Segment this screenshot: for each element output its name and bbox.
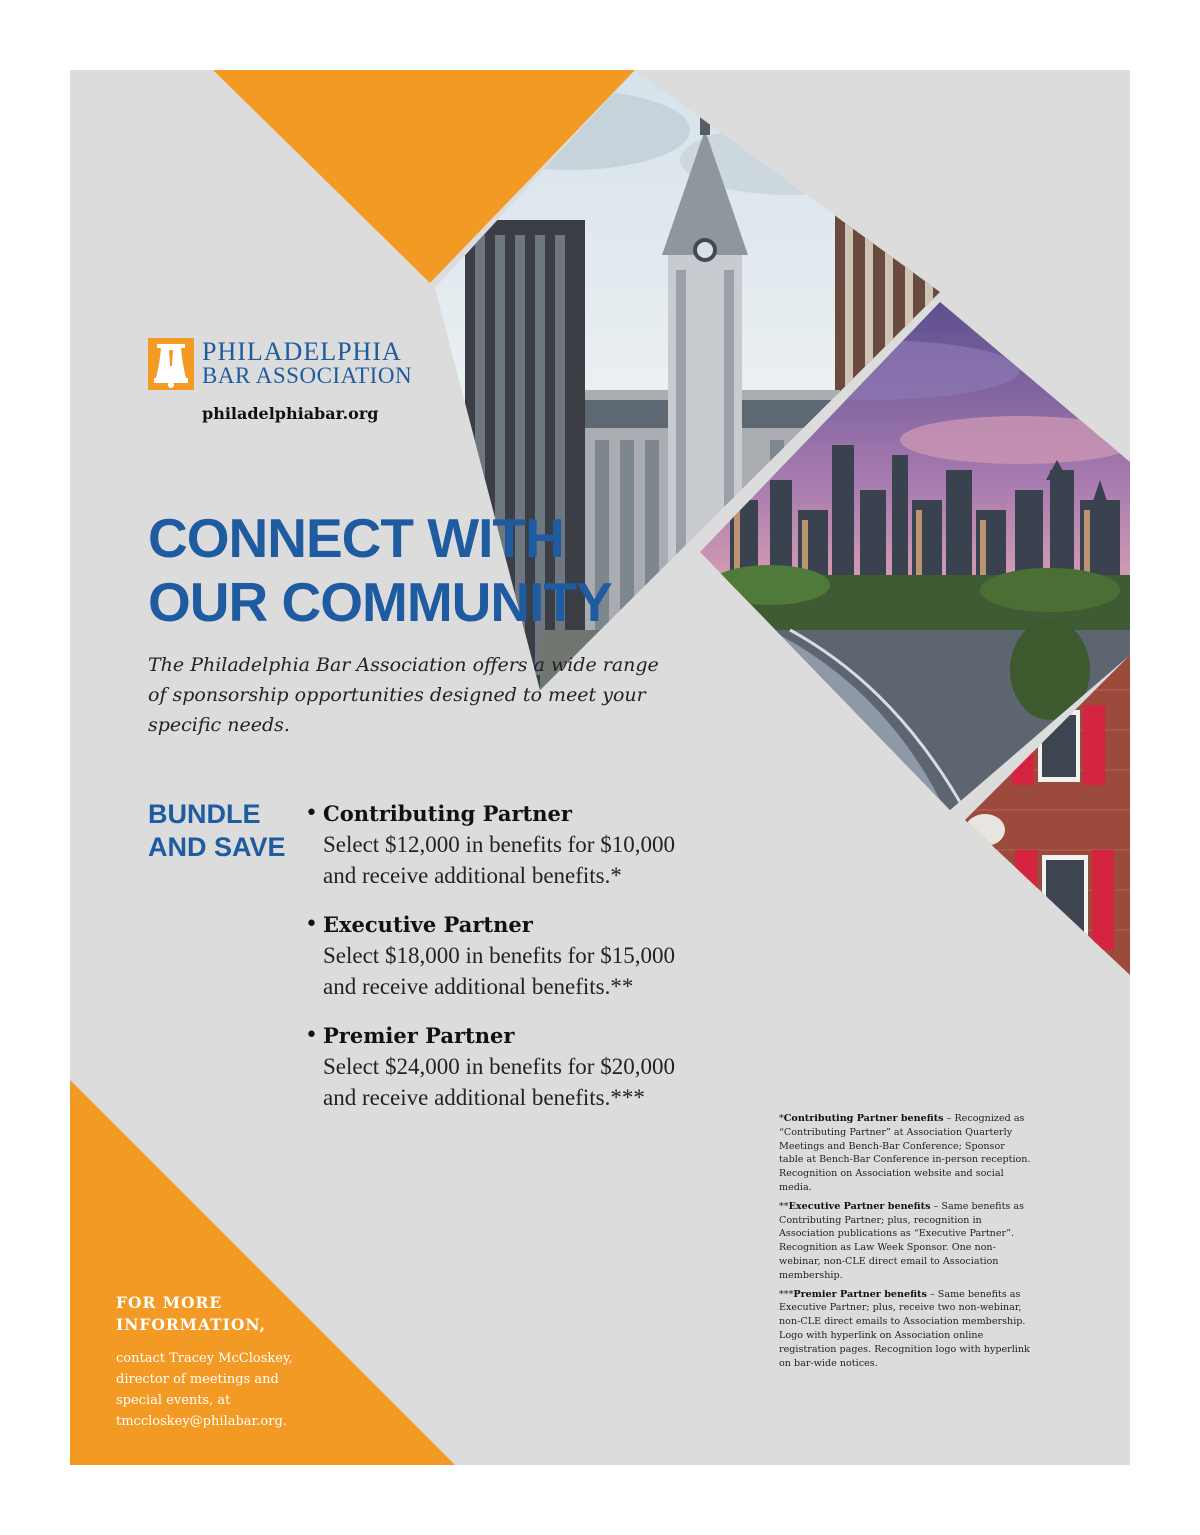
bundle-line-2: AND SAVE	[148, 832, 286, 862]
footnote-title: Executive Partner benefits	[788, 1200, 931, 1212]
contact-heading	[116, 1292, 306, 1336]
contact-body	[116, 1348, 306, 1432]
footnote-premier	[779, 1288, 1031, 1371]
website-link[interactable]: philadelphiabar.org	[202, 404, 379, 423]
contact-line-2: director of meetings and	[116, 1372, 279, 1387]
tier-executive	[305, 909, 765, 1002]
headline-line-1: CONNECT WITH	[148, 507, 564, 569]
bullet-icon: •	[305, 1023, 318, 1048]
footnote-mark: *	[779, 1113, 784, 1124]
contact-line-1: contact Tracey McCloskey,	[116, 1351, 293, 1366]
footnote-text: – Recognized as “Contributing Partner” at Association Quarterly Meetings and Bench-Bar Conference; Sponsor table at Bench-Bar Conference in-person reception. Recognition on Association website and social media.	[779, 1113, 1031, 1193]
footnote-mark: ***	[779, 1288, 794, 1300]
tier-premier	[305, 1020, 765, 1113]
liberty-bell-icon	[148, 338, 194, 390]
tier-offer: Select $12,000 in benefits for $10,000	[323, 832, 675, 857]
contact-email-link[interactable]: tmccloskey@philabar.org.	[116, 1414, 287, 1429]
tier-benefit-note: and receive additional benefits.*	[323, 863, 622, 888]
footnote-mark: **	[779, 1200, 789, 1212]
footnote-contributing	[779, 1112, 1031, 1195]
contact-line-3: special events, at	[116, 1393, 231, 1408]
tier-offer: Select $24,000 in benefits for $20,000	[323, 1054, 675, 1079]
tier-name: Contributing Partner	[323, 801, 572, 826]
tier-benefit-note: and receive additional benefits.***	[323, 1085, 645, 1110]
bundle-line-1: BUNDLE	[148, 799, 261, 829]
page-title	[148, 506, 612, 634]
footnote-text: – Same benefits as Contributing Partner; plus, recognition in Association publications as “Executive Partner”. Recognition as Law Week Sponsor. One non-webinar, non-CLE direct email to Association membership.	[779, 1200, 1025, 1281]
benefit-footnotes	[779, 1112, 1031, 1375]
contact-heading-line-2: INFORMATION,	[116, 1315, 267, 1334]
footnote-title: Premier Partner benefits	[793, 1288, 927, 1300]
partner-tier-list	[305, 798, 765, 1131]
logo-line-2: BAR ASSOCIATION	[202, 363, 413, 388]
tier-offer: Select $18,000 in benefits for $15,000	[323, 943, 675, 968]
tier-contributing	[305, 798, 765, 891]
contact-heading-line-1: FOR MORE	[116, 1293, 223, 1312]
footnote-title: Contributing Partner benefits	[783, 1113, 944, 1124]
intro-paragraph: The Philadelphia Bar Association offers a wide range of sponsorship opportunities designed to meet your specific needs.	[148, 654, 659, 736]
bundle-heading	[148, 798, 286, 864]
footnote-text: – Same benefits as Executive Partner; plus, receive two non-webinar, non-CLE direct emails to Association membership. Logo with hyperlink on Association online registration pages. Recognition logo with hyperlink on bar-wide notices.	[779, 1288, 1030, 1369]
headline-line-2: OUR COMMUNITY	[148, 571, 612, 633]
bullet-icon: •	[305, 801, 318, 826]
logo-line-1: PHILADELPHIA	[202, 337, 402, 366]
contact-info	[116, 1292, 306, 1432]
tier-benefit-note: and receive additional benefits.**	[323, 974, 634, 999]
tier-name: Executive Partner	[323, 912, 533, 937]
tier-name: Premier Partner	[323, 1023, 515, 1048]
flyer-page	[70, 70, 1130, 1465]
footnote-executive	[779, 1200, 1031, 1283]
bullet-icon: •	[305, 912, 318, 937]
association-logo	[148, 338, 412, 390]
